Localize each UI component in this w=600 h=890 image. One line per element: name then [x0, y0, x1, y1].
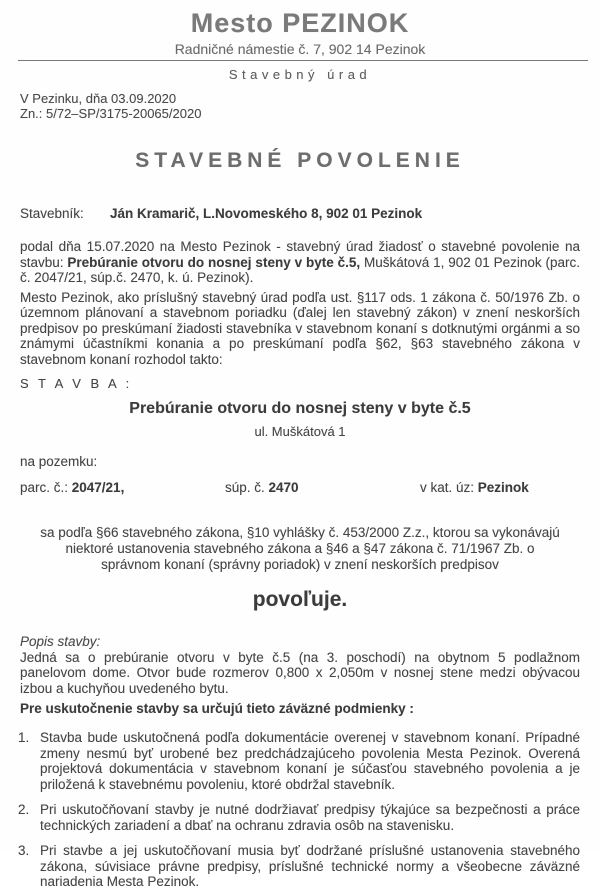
cadastral-area-label: v kat. úz: — [420, 480, 478, 495]
org-address: Radničné námestie č. 7, 902 14 Pezinok — [174, 41, 426, 57]
department-name: Stavebný úrad — [228, 67, 372, 82]
parcel-number — [20, 480, 225, 495]
registration-number — [225, 480, 420, 495]
plot-label: na pozemku: — [20, 454, 98, 469]
builder-row — [20, 206, 580, 221]
document-meta — [20, 91, 580, 121]
plot-details-row — [20, 480, 580, 495]
application-text-lead: podal dňa 15.07.2020 na Mesto Pezinok - stavebný úrad žiadosť o stavebné povolenie na stavbu: — [20, 239, 580, 270]
condition-item-1 — [18, 730, 580, 792]
stavba-street: ul. Muškátová 1 — [254, 424, 346, 439]
cadastral-area-value: Pezinok — [477, 480, 529, 495]
condition-number: 2. — [18, 802, 30, 817]
cadastral-area — [420, 480, 580, 495]
document-title: STAVEBNÉ POVOLENIE — [135, 149, 465, 172]
builder-label: Stavebník: — [20, 206, 84, 221]
application-paragraph — [20, 239, 580, 286]
condition-item-3 — [18, 843, 580, 890]
builder-value: Ján Kramarič, L.Novomeského 8, 902 01 Pezinok — [110, 206, 423, 221]
condition-text: Pri uskutočňovaní stavby je nutné dodržiavať predpisy týkajúce sa bezpečnosti a práce technických zariadení a dbať na ochranu zdravia osôb na stavenisku. — [40, 802, 580, 833]
registration-number-label: súp. č. — [225, 480, 269, 495]
verdict-text: povoľuje. — [252, 588, 348, 611]
letterhead — [20, 8, 580, 82]
place-date: V Pezinku, dňa 03.09.2020 — [20, 91, 177, 106]
application-structure-name: Prebúranie otvoru do nosnej steny v byte č.5, — [67, 254, 361, 270]
condition-number: 3. — [18, 843, 30, 858]
legal-paragraph: Mesto Pezinok, ako príslušný stavebný úrad podľa ust. §117 ods. 1 zákona č. 50/1976 Zb. o územnom plánovaní a stavebnom poriadku (ďalej len stavebný zákon) v znení neskorších predpisov po preskúmaní žiadosti stavebníka v stavebnom konaní s dotknutými orgánmi a so známymi účastníkmi konania a po preskúmaní podľa §62, §63 stavebného zákona v stavebnom konaní rozhodol takto: — [20, 289, 580, 367]
condition-text: Stavba bude uskutočnená podľa dokumentácie overenej v stavebnom konaní. Prípadné zmeny nesmú byť urobené bez predchádzajúceho povolenia Mesta Pezinok. Overená projektová dokumentácia v stavebnom konaní je súčasťou stavebného povolenia a je priložená k stavebnému povoleniu, ktoré obdržal stavebník. — [40, 730, 580, 792]
reference-number: Zn.: 5/72–SP/3175-20065/2020 — [20, 106, 202, 121]
condition-number: 1. — [18, 730, 30, 745]
condition-text: Pri stavbe a jej uskutočňovaní musia byť dodržané príslušné ustanovenia stavebného zákona, súvisiace právne predpisy, príslušné technické normy a všeobecne záväzné nariadenia Mesta Pezinok. — [40, 843, 580, 889]
letterhead-divider — [18, 60, 588, 61]
description-text: Jedná sa o prebúranie otvoru v byte č.5 (na 3. poschodí) na obytnom 5 podlažnom panelovom dome. Otvor bude rozmerov 0,800 x 2,050m v nosnej stene medzi obývacou izbou a kuchyňou uvedeného bytu. — [20, 649, 580, 696]
parcel-number-label: parc. č.: — [20, 480, 72, 495]
stavba-section-label: S T A V B A : — [20, 376, 133, 391]
conditions-heading: Pre uskutočnenie stavby sa určujú tieto záväzné podmienky : — [20, 701, 414, 716]
description-label: Popis stavby: — [20, 634, 101, 649]
condition-item-2 — [18, 802, 580, 833]
legal-basis-paragraph: sa podľa §66 stavebného zákona, §10 vyhlášky č. 453/2000 Z.z., ktorou sa vykonávajú niektoré ustanovenia stavebného zákona a §46 a §47 zákona č. 71/1967 Zb. o správnom konaní (správny poriadok) v znení neskorších predpisov — [40, 525, 560, 572]
application-text-tail: Muškátová 1, 902 01 Pezinok (parc. č. 2047/21, súp.č. 2470, k. ú. Pezinok). — [20, 254, 580, 285]
parcel-number-value: 2047/21, — [71, 480, 125, 495]
registration-number-value: 2470 — [268, 480, 299, 495]
stavba-name: Prebúranie otvoru do nosnej steny v byte č.5 — [129, 400, 471, 417]
org-name: Mesto PEZINOK — [190, 8, 410, 38]
